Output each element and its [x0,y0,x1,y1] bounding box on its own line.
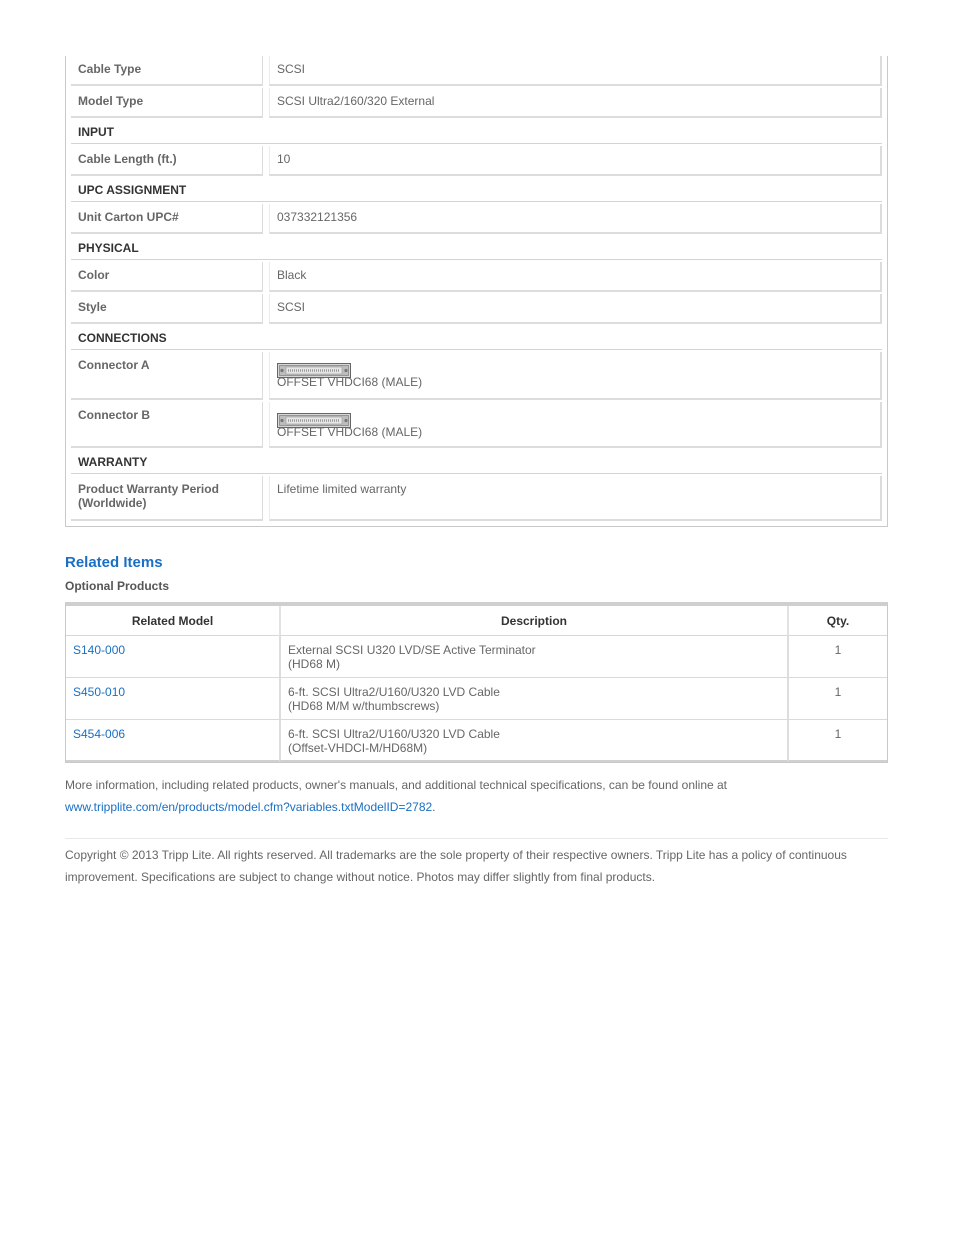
spec-row-cable-length [71,146,882,176]
spec-label: Connector B [71,402,263,448]
model-link[interactable]: S450-010 [73,685,126,699]
spec-value: SCSI [269,56,882,86]
spec-label: Product Warranty Period (Worldwide) [71,476,263,521]
description-line: (HD68 M/M w/thumbscrews) [288,699,440,713]
description-line: (Offset-VHDCI-M/HD68M) [288,741,428,755]
column-header-description: Description [279,606,787,636]
spec-row-color [71,262,882,292]
section-heading-connections: CONNECTIONS [71,326,882,350]
optional-products-heading: Optional Products [65,579,170,593]
spec-label: Model Type [71,88,263,118]
product-page-link[interactable]: www.tripplite.com/en/products/model.cfm?variables.txtModelID=2782 [65,800,433,814]
spec-value [269,352,882,400]
qty-cell: 1 [787,720,887,762]
spec-row-connector-b [71,402,882,448]
spec-row-cable-type [71,56,882,86]
model-link[interactable]: S140-000 [73,643,126,657]
related-items-heading: Related Items [65,554,163,571]
spec-row-style [71,294,882,324]
copyright-notice: Copyright © 2013 Tripp Lite. All rights reserved. All trademarks are the sole property of their respective owners. Tripp Lite has a policy of continuous improvement. Specifications are subject to change without notice. Photos may differ slightly from final products. [65,848,847,884]
specifications-table [65,56,888,527]
related-products-table [65,602,888,763]
description-line: 6-ft. SCSI Ultra2/U160/U320 LVD Cable [288,685,500,699]
model-link[interactable]: S454-006 [73,727,126,741]
qty-cell: 1 [787,636,887,678]
column-header-model: Related Model [66,606,279,636]
description-cell [279,636,787,678]
more-info-suffix: . [432,800,436,814]
model-cell [66,720,279,762]
spec-label: Cable Length (ft.) [71,146,263,176]
spec-row-connector-a [71,352,882,400]
table-row [66,678,887,720]
table-row [66,636,887,678]
spec-value: Black [269,262,882,292]
spec-row-warranty [71,476,882,521]
spec-label: Cable Type [71,56,263,86]
section-heading-physical: PHYSICAL [71,236,882,260]
more-info-paragraph [65,774,888,818]
description-cell [279,678,787,720]
table-row [66,720,887,762]
spec-label: Connector A [71,352,263,400]
description-line: 6-ft. SCSI Ultra2/U160/U320 LVD Cable [288,727,500,741]
spec-label: Unit Carton UPC# [71,204,263,234]
column-header-qty: Qty. [787,606,887,636]
section-heading-input: INPUT [71,120,882,144]
model-cell [66,678,279,720]
spec-value: 10 [269,146,882,176]
section-heading-upc: UPC ASSIGNMENT [71,178,882,202]
spec-value: SCSI Ultra2/160/320 External [269,88,882,118]
divider [65,838,888,839]
spec-label: Color [71,262,263,292]
more-info-text: More information, including related products, owner's manuals, and additional technical specifications, can be found online at [65,778,728,792]
description-cell [279,720,787,762]
spec-row-upc [71,204,882,234]
spec-value: SCSI [269,294,882,324]
description-line: (HD68 M) [288,657,341,671]
spec-value: 037332121356 [269,204,882,234]
section-heading-warranty: WARRANTY [71,450,882,474]
connector-a-text: OFFSET VHDCI68 (MALE) [277,375,423,389]
table-header-row [66,606,887,636]
model-cell [66,636,279,678]
spec-value: Lifetime limited warranty [269,476,882,521]
spec-label: Style [71,294,263,324]
connector-b-text: OFFSET VHDCI68 (MALE) [277,425,423,439]
spec-row-model-type [71,88,882,118]
qty-cell: 1 [787,678,887,720]
description-line: External SCSI U320 LVD/SE Active Terminator [288,643,536,657]
spec-value [269,402,882,448]
